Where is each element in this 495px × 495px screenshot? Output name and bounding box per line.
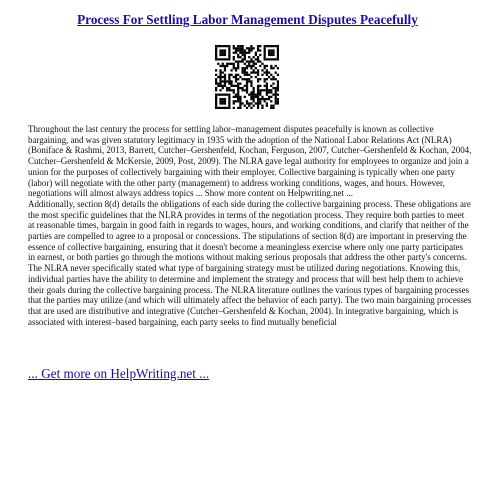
paragraph-2: Additionally, section 8(d) details the obligations of each side during the collective bargaining process. These obligations are the most specific guidelines that the NLRA provides in terms of the negotiation process. They require both parties to meet at reasonable times, bargain in good faith in regards to wages, hours, and working conditions, and clarify that neither of the parties are compelled to agree to a proposal or concessions. The stipulations of section 8(d) are important in preserving the essence of collective bargaining, ensuring that it doesn't become a meaningless exercise where only one party participates in earnest, or both parties go through the motions without making serious proposals that address the other party's concerns. The NLRA never specifically stated what type of bargaining strategy must be utilized during negotiations. Knowing this, individual parties have the ability to determine and implement the strategy and process that will best help them to achieve their goals during the collective bargaining process. The NLRA literature outlines the various types of bargaining processes that the parties may utilize (and which will ultimately affect the behavior of each party). The two main bargaining processes that are used are distributive and integrative (Cutcher–Gershenfeld & Kochan, 2004). In integrative bargaining, which is associated with interest–based bargaining, each party seeks to find mutually beneficial bbox=[28, 198, 472, 327]
paragraph-1: Throughout the last century the process for settling labor–management disputes peacefully is known as collective bargaining, and was given statutory legitimacy in 1935 with the adoption of the National Labor Relations Act (NLRA) (Boniface & Rashmi, 2013, Barrett, Cutcher–Gershenfeld, Kochan, Ferguson, 2007, Cutcher–Gershenfeld & Kochan, 2004, Cutcher–Gershenfeld & McKersie, 2009, Post, 2009). The NLRA gave legal authority for employees to organize and join a union for the purposes of collectively bargaining with their employer. Collective bargaining is typically when one party (labor) will negotiate with the other party (management) to address working conditions, wages, and hours. However, negotiations will almost always address topics ... Show more content on Helpwriting.net ... bbox=[28, 124, 472, 199]
qr-code-icon bbox=[215, 45, 279, 109]
get-more-link[interactable]: ... Get more on HelpWriting.net ... bbox=[28, 366, 210, 381]
article-body bbox=[28, 124, 472, 327]
document-title-link[interactable]: Process For Settling Labor Management Disputes Peacefully bbox=[77, 12, 418, 27]
